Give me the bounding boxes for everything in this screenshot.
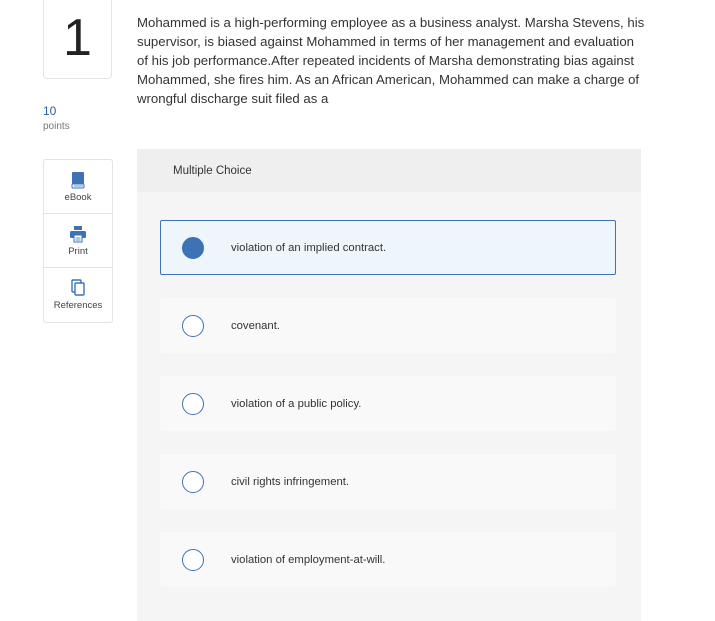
book-icon [69, 171, 87, 189]
radio-selected-icon[interactable] [182, 237, 204, 259]
print-label: Print [68, 245, 88, 257]
documents-icon [69, 279, 87, 297]
answer-option-2[interactable] [160, 298, 616, 353]
answer-option-label: violation of an implied contract. [231, 241, 387, 254]
question-type-header: Multiple Choice [137, 149, 641, 192]
print-button[interactable] [44, 214, 112, 268]
answer-option-5[interactable] [160, 532, 616, 587]
answer-options [160, 220, 616, 610]
answer-option-label: civil rights infringement. [231, 475, 350, 488]
points-label: points [43, 121, 70, 132]
radio-unselected-icon[interactable] [182, 393, 204, 415]
references-button[interactable] [44, 268, 112, 322]
points-value: 10 [43, 104, 57, 118]
ebook-button[interactable] [44, 160, 112, 214]
answer-option-label: covenant. [231, 319, 280, 332]
radio-unselected-icon[interactable] [182, 315, 204, 337]
question-number: 1 [63, 9, 92, 67]
ebook-label: eBook [64, 191, 92, 203]
answer-option-4[interactable] [160, 454, 616, 509]
answer-panel [137, 149, 641, 621]
references-label: References [53, 300, 103, 311]
printer-icon [69, 225, 87, 243]
radio-unselected-icon[interactable] [182, 549, 204, 571]
radio-unselected-icon[interactable] [182, 471, 204, 493]
answer-option-label: violation of employment-at-will. [231, 553, 386, 566]
question-number-box [43, 0, 112, 79]
answer-option-3[interactable] [160, 376, 616, 431]
tools-panel [43, 159, 113, 323]
answer-option-label: violation of a public policy. [231, 397, 362, 410]
answer-option-1[interactable] [160, 220, 616, 275]
question-text: Mohammed is a high-performing employee as a business analyst. Marsha Stevens, his supervisor, is biased against Mohammed in terms of her management and evaluation of his job performance.After repeated incidents of Marsha demonstrating bias against Mohammed, she fires him. As an African American, Mohammed can make a charge of wrongful discharge suit filed as a [137, 15, 645, 106]
